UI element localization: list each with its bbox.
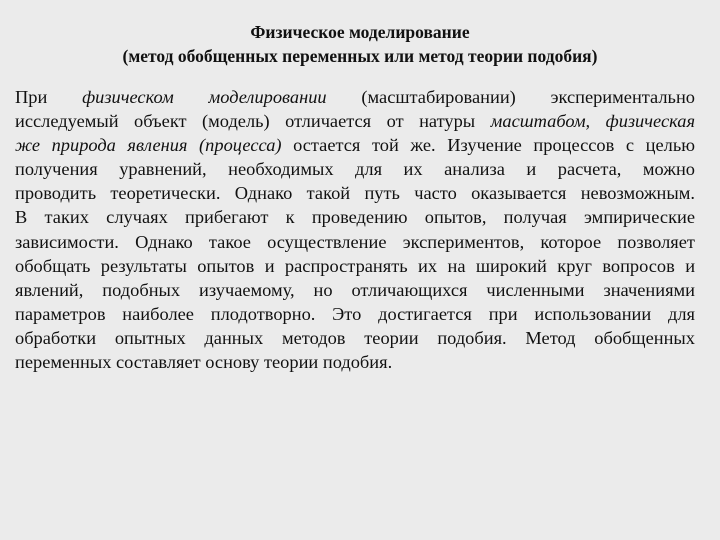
- text-line: [15, 230, 695, 254]
- text-line: [15, 181, 695, 205]
- text-run: При: [15, 87, 83, 107]
- text-run-italic: масштабом, физическая: [490, 111, 695, 132]
- title-line-2: (метод обобщенных переменных или метод теории подобия): [122, 46, 598, 66]
- text-run: проводить теоретически. Однако такой путь часто оказывается невозможным.: [15, 183, 695, 204]
- text-line: [15, 109, 695, 133]
- body-text: [15, 85, 695, 374]
- text-line: [15, 278, 695, 302]
- text-run: В таких случаях прибегают к проведению опытов, получая эмпирические: [15, 207, 696, 228]
- text-line: [15, 85, 695, 109]
- text-line: [15, 350, 695, 374]
- text-line: [15, 205, 695, 229]
- text-run-italic: же природа явления (процесса): [15, 135, 282, 156]
- text-run: обработки опытных данных методов теории подобия. Метод обобщенных: [15, 327, 695, 348]
- text-line: [15, 302, 695, 326]
- text-run: исследуемый объект (модель) отличается от натуры: [15, 111, 491, 132]
- text-line: [15, 157, 695, 181]
- text-line: [15, 254, 695, 278]
- text-run: обобщать результаты опытов и распространять их на широкий круг вопросов и: [15, 255, 696, 276]
- text-line: [15, 326, 695, 350]
- text-run: явлений, подобных изучаемому, но отличающихся численными значениями: [15, 279, 696, 300]
- text-run: получения уравнений, необходимых для их анализа и расчета, можно: [15, 159, 695, 180]
- title-line-1: Физическое моделирование: [250, 22, 470, 42]
- text-line: [15, 133, 695, 157]
- text-run: переменных составляет основу теории подобия.: [15, 352, 393, 373]
- text-run: зависимости. Однако такое осуществление экспериментов, которое позволяет: [15, 231, 695, 252]
- text-run-italic: физическом моделировании: [82, 87, 327, 107]
- slide-title: [20, 20, 700, 68]
- text-run: остается той же. Изучение процессов с целью: [281, 135, 695, 156]
- text-run: параметров наиболее плодотворно. Это достигается при использовании для: [15, 303, 696, 324]
- text-run: (масштабировании) экспериментально: [326, 87, 695, 107]
